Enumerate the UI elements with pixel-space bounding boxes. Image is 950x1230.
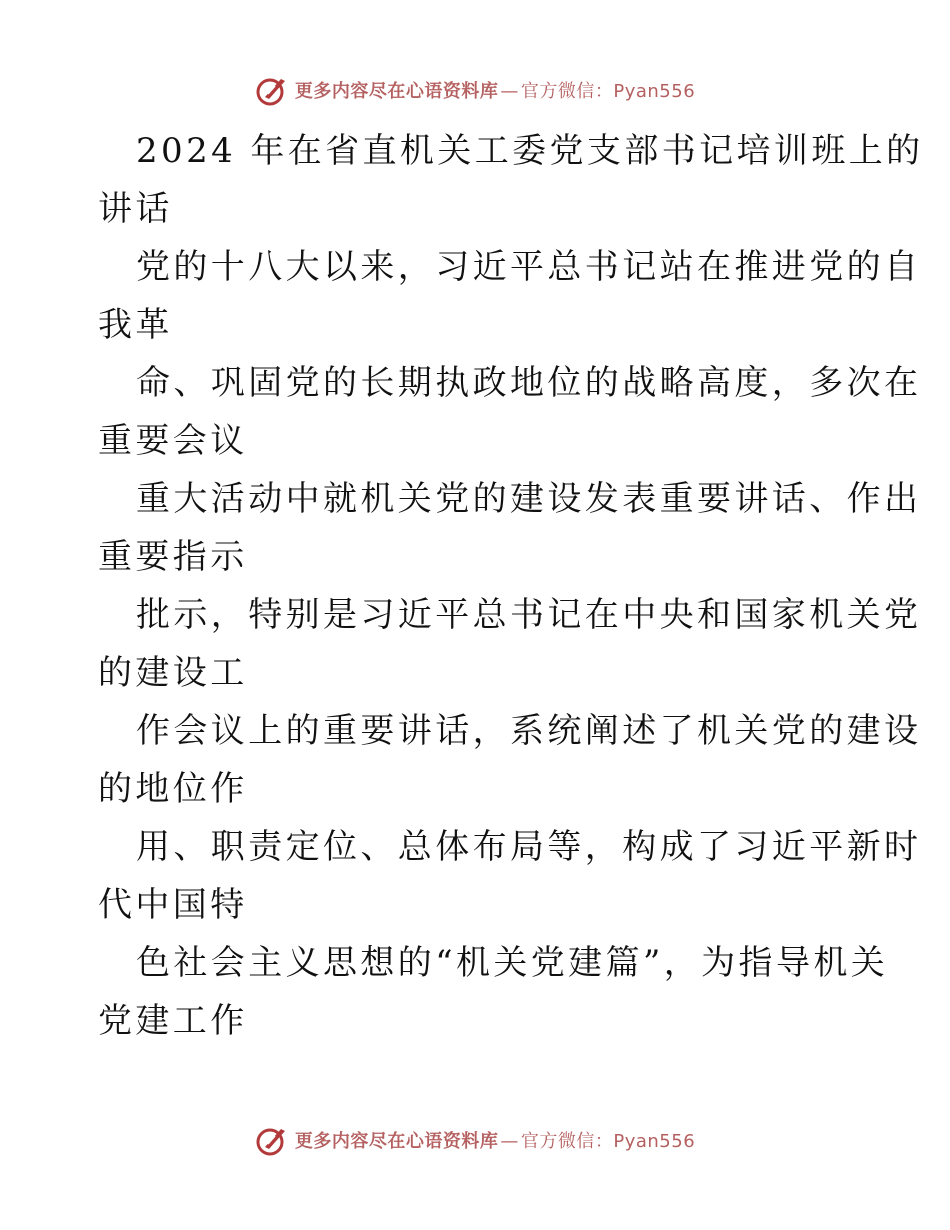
banner-brand: 更多内容尽在心语资料库 xyxy=(294,81,499,102)
banner-brand: 更多内容尽在心语资料库 xyxy=(294,1131,499,1152)
banner-contact: 官方微信：Pyan556 xyxy=(520,1131,696,1152)
doc-line: 的地位作 xyxy=(98,769,248,809)
doc-line: 色社会主义思想的“机关党建篇”，为指导机关 xyxy=(136,943,889,983)
banner-text xyxy=(295,77,695,103)
header-banner xyxy=(0,70,950,110)
footer-banner xyxy=(0,1120,950,1160)
banner-text xyxy=(295,1127,695,1153)
doc-line: 代中国特 xyxy=(98,885,248,925)
banner-contact: 官方微信：Pyan556 xyxy=(520,81,696,102)
doc-line: 重要指示 xyxy=(98,537,248,577)
doc-line: 批示，特别是习近平总书记在中央和国家机关党 xyxy=(136,595,922,635)
doc-line: 作会议上的重要讲话，系统阐述了机关党的建设 xyxy=(136,711,922,751)
quill-pen-circle-icon xyxy=(255,1123,289,1157)
doc-line: 用、职责定位、总体布局等，构成了习近平新时 xyxy=(136,827,922,867)
doc-line: 2024 年在省直机关工委党支部书记培训班上的 xyxy=(136,131,924,171)
banner-separator: — xyxy=(500,1131,519,1152)
doc-line: 命、巩固党的长期执政地位的战略高度，多次在 xyxy=(136,363,922,403)
doc-line: 的建设工 xyxy=(98,653,248,693)
doc-line: 重大活动中就机关党的建设发表重要讲话、作出 xyxy=(136,479,922,519)
banner-separator: — xyxy=(500,81,519,102)
doc-line: 我革 xyxy=(98,305,173,345)
doc-line: 讲话 xyxy=(98,189,173,229)
doc-line: 重要会议 xyxy=(98,421,248,461)
quill-pen-circle-icon xyxy=(255,73,289,107)
doc-line: 党建工作 xyxy=(98,1001,248,1041)
document-body xyxy=(98,122,924,1050)
doc-line: 党的十八大以来，习近平总书记站在推进党的自 xyxy=(136,247,922,287)
